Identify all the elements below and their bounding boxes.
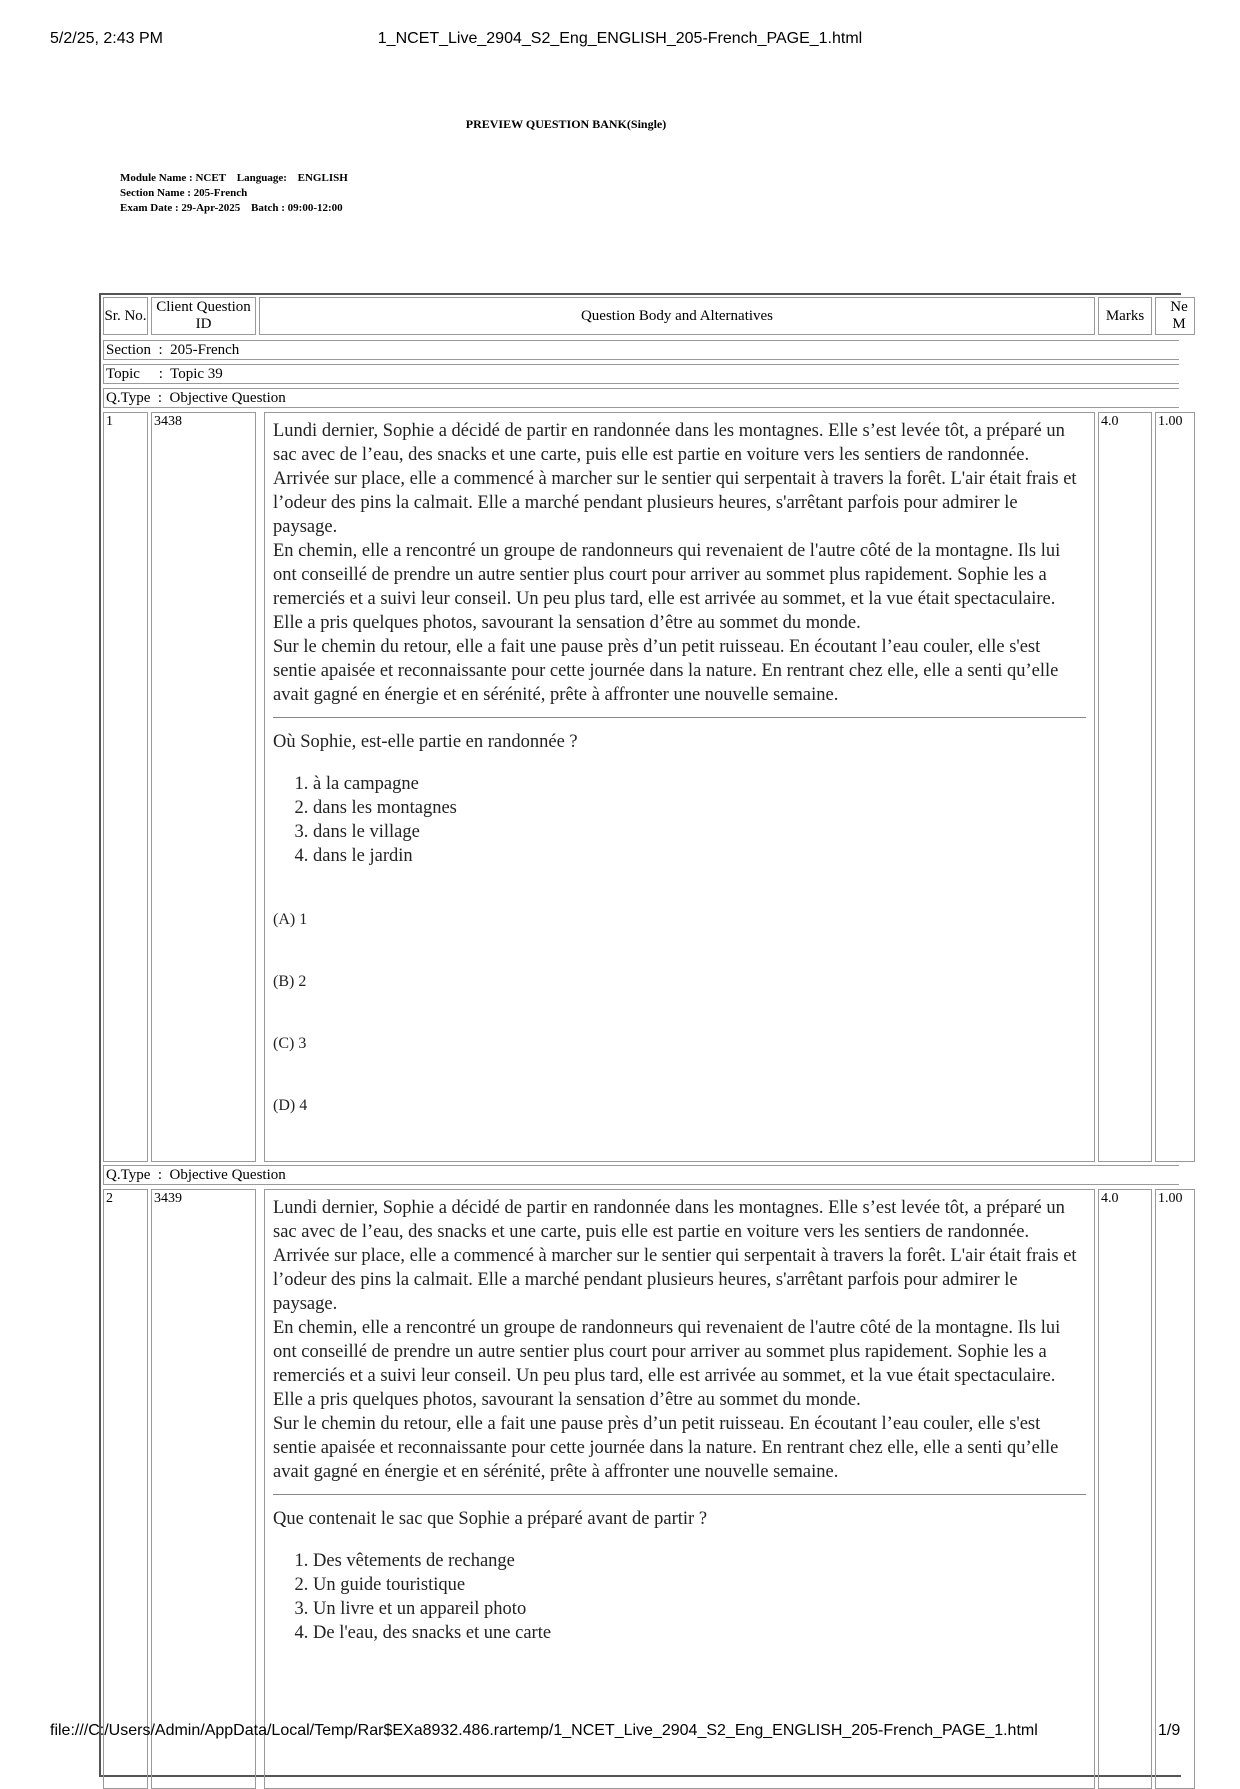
question-text: Que contenait le sac que Sophie a préparé avant de partir ? (273, 1509, 708, 1529)
question-body-cell (264, 1189, 1095, 1789)
option-item: 2. dans les montagnes (313, 796, 1086, 820)
header-negative-marks: Ne M (1155, 297, 1195, 335)
batch: Batch : 09:00-12:00 (251, 202, 343, 214)
passage-paragraph: Sur le chemin du retour, elle a fait une pause près d’un petit ruisseau. En écoutant l’eau couler, elle s'est sentie apaisée et reconnaissante pour cette journée dans la nature. En rentrant chez elle, elle a senti qu’elle avait gagné en énergie et en sérénité, prête à affronter une nouvelle semaine. (273, 637, 1059, 705)
divider (273, 717, 1086, 718)
print-file-path: file:///C:/Users/Admin/AppData/Local/Temp/Rar$EXa8932.486.rartemp/1_NCET_Live_2904_S2_Eng_ENGLISH_205-French_PAGE_1.html (50, 1722, 1038, 1739)
question-client-id: 3439 (151, 1189, 256, 1789)
qtype-row: Q.Type : Objective Question (103, 1165, 1179, 1185)
question-sr-no: 2 (103, 1189, 148, 1789)
question-negative-marks: 1.00 (1155, 1189, 1195, 1789)
header-question-body: Question Body and Alternatives (259, 297, 1095, 335)
question-marks: 4.0 (1098, 1189, 1152, 1789)
question-table (99, 293, 1188, 1777)
print-file-title: 1_NCET_Live_2904_S2_Eng_ENGLISH_205-French_PAGE_1.html (377, 30, 863, 47)
qtype-row: Q.Type : Objective Question (103, 388, 1179, 408)
alternative-b: (B) 2 (273, 973, 307, 990)
option-item: 4. dans le jardin (313, 844, 1086, 868)
question-sr-no: 1 (103, 412, 148, 1162)
option-item: 1. Des vêtements de rechange (313, 1549, 1086, 1573)
passage-paragraph: En chemin, elle a rencontré un groupe de randonneurs qui revenaient de l'autre côté de la montagne. Ils lui ont conseillé de prendre un autre sentier plus court pour arriver au sommet plus rapidement. Sophie les a remerciés et a suivi leur conseil. Un peu plus tard, elle est arrivée au sommet, et la vue était spectaculaire. Elle a pris quelques photos, savourant la sensation d’être au sommet du monde. (273, 541, 1061, 633)
question-negative-marks: 1.00 (1155, 412, 1195, 1162)
question-text: Où Sophie, est-elle partie en randonnée ? (273, 732, 578, 752)
section-row: Section : 205-French (103, 340, 1179, 360)
option-list (273, 772, 1086, 868)
section-name: Section Name : 205-French (120, 187, 248, 199)
passage-paragraph: Sur le chemin du retour, elle a fait une pause près d’un petit ruisseau. En écoutant l’eau couler, elle s'est sentie apaisée et reconnaissante pour cette journée dans la nature. En rentrant chez elle, elle a senti qu’elle avait gagné en énergie et en sérénité, prête à affronter une nouvelle semaine. (273, 1414, 1059, 1482)
option-item: 4. De l'eau, des snacks et une carte (313, 1621, 1086, 1645)
passage-paragraph: Lundi dernier, Sophie a décidé de partir en randonnée dans les montagnes. Elle s’est levée tôt, a préparé un sac avec de l’eau, des snacks et une carte, puis elle est partie en voiture vers les sentiers de randonnée. Arrivée sur place, elle a commencé à marcher sur le sentier qui serpentait à travers la forêt. L'air était frais et l’odeur des pins la calmait. Elle a marché pendant plusieurs heures, s'arrêtant parfois pour admirer le paysage. (273, 1198, 1077, 1314)
alternative-a: (A) 1 (273, 911, 308, 928)
passage-paragraph: En chemin, elle a rencontré un groupe de randonneurs qui revenaient de l'autre côté de la montagne. Ils lui ont conseillé de prendre un autre sentier plus court pour arriver au sommet plus rapidement. Sophie les a remerciés et a suivi leur conseil. Un peu plus tard, elle est arrivée au sommet, et la vue était spectaculaire. Elle a pris quelques photos, savourant la sensation d’être au sommet du monde. (273, 1318, 1061, 1410)
divider (273, 1494, 1086, 1495)
option-item: 3. dans le village (313, 820, 1086, 844)
language-label: Language: (236, 172, 287, 184)
option-item: 3. Un livre et un appareil photo (313, 1597, 1086, 1621)
print-datetime: 5/2/25, 2:43 PM (50, 30, 163, 47)
exam-date: Exam Date : 29-Apr-2025 (120, 202, 241, 214)
alternative-d: (D) 4 (273, 1097, 308, 1114)
alternative-c: (C) 3 (273, 1035, 307, 1052)
question-client-id: 3438 (151, 412, 256, 1162)
option-item: 1. à la campagne (313, 772, 1086, 796)
question-marks: 4.0 (1098, 412, 1152, 1162)
header-client-question-id: Client Question ID (151, 297, 256, 335)
passage-paragraph: Lundi dernier, Sophie a décidé de partir en randonnée dans les montagnes. Elle s’est levée tôt, a préparé un sac avec de l’eau, des snacks et une carte, puis elle est partie en voiture vers les sentiers de randonnée. Arrivée sur place, elle a commencé à marcher sur le sentier qui serpentait à travers la forêt. L'air était frais et l’odeur des pins la calmait. Elle a marché pendant plusieurs heures, s'arrêtant parfois pour admirer le paysage. (273, 421, 1077, 537)
header-sr-no: Sr. No. (103, 297, 148, 335)
page-title: PREVIEW QUESTION BANK(Single) (465, 117, 667, 131)
language-value: ENGLISH (297, 172, 348, 184)
exam-meta (120, 171, 348, 216)
header-marks: Marks (1098, 297, 1152, 335)
module-name: Module Name : NCET (120, 172, 227, 184)
question-body-cell (264, 412, 1095, 1162)
option-item: 2. Un guide touristique (313, 1573, 1086, 1597)
print-page-number: 1/9 (1158, 1722, 1181, 1739)
topic-row: Topic : Topic 39 (103, 364, 1179, 384)
option-list (273, 1549, 1086, 1645)
